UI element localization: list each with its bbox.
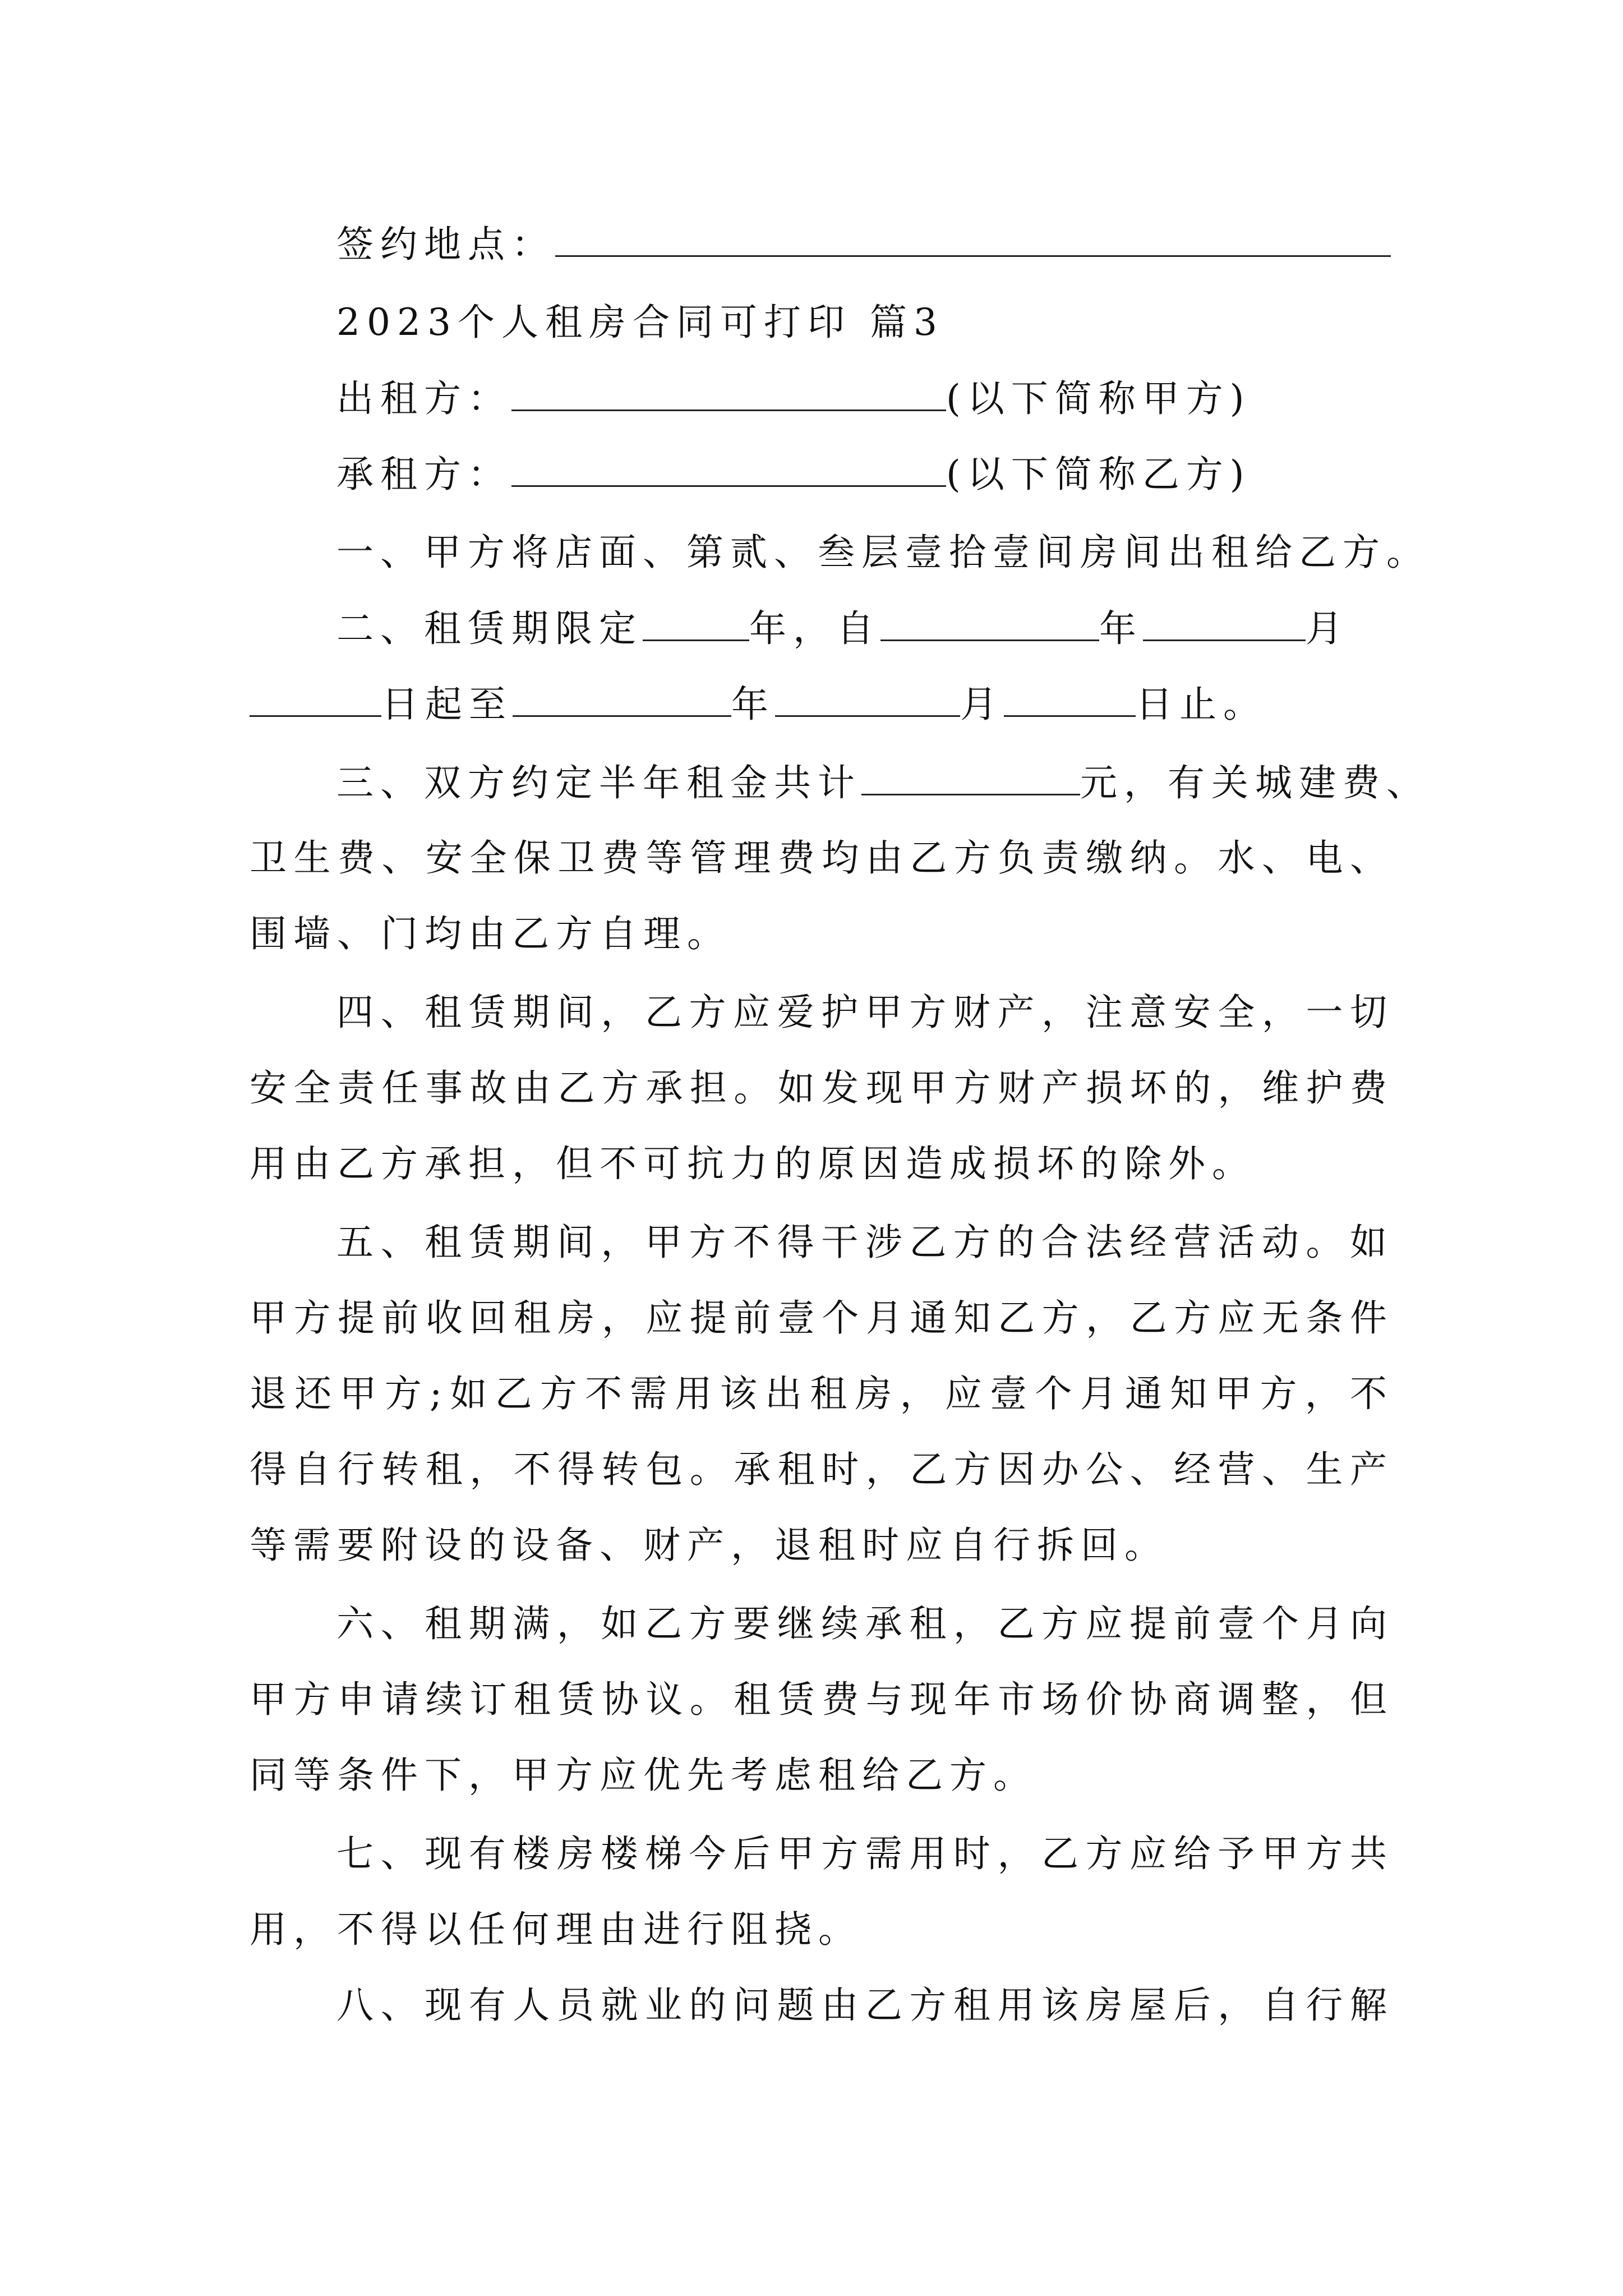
clause-1: 一、甲方将店面、第贰、叁层壹拾壹间房间出租给乙方。	[336, 531, 1430, 574]
section-title: 2023个人租房合同可打印 篇3	[336, 301, 944, 344]
clause-8-line-1: 八、现有人员就业的问题由乙方租用该房屋后，自行解	[336, 1984, 1394, 2027]
clause-2-line-2	[250, 682, 1394, 727]
clause-7-line-1: 七、现有楼房楼梯今后甲方需用时，乙方应给予甲方共	[336, 1832, 1394, 1875]
clause-3-line-3: 围墙、门均由乙方自理。	[250, 912, 731, 955]
lessor-suffix: (以下简称甲方)	[946, 377, 1251, 420]
clause-2-text-2: 年，自	[749, 607, 880, 650]
start-year-blank	[880, 606, 1099, 641]
clause-2-text-1: 二、租赁期限定	[336, 607, 643, 650]
clause-5-line-2: 甲方提前收回租房，应提前壹个月通知乙方，乙方应无条件	[250, 1296, 1394, 1340]
start-month-blank	[1143, 606, 1306, 641]
clause-3-text-1: 三、双方约定半年租金共计	[336, 761, 861, 804]
clause-2-text-8: 日止。	[1136, 683, 1267, 726]
clause-6-line-3: 同等条件下，甲方应优先考虑租给乙方。	[250, 1754, 1037, 1797]
sign-place-line	[336, 222, 1394, 267]
clause-5-line-3: 退还甲方;如乙方不需用该出租房，应壹个月通知甲方，不	[250, 1372, 1394, 1415]
clause-2-text-6: 年	[731, 683, 775, 726]
lessee-blank	[511, 452, 946, 487]
clause-4-line-3: 用由乙方承担，但不可抗力的原因造成损坏的除外。	[250, 1142, 1256, 1185]
clause-2-line-1	[336, 606, 1394, 651]
lessor-line	[336, 376, 1394, 421]
lessee-suffix: (以下简称乙方)	[946, 453, 1251, 496]
clause-3-line-2: 卫生费、安全保卫费等管理费均由乙方负责缴纳。水、电、	[250, 836, 1394, 880]
lessee-line	[336, 452, 1394, 497]
clause-2-text-3: 年	[1099, 607, 1143, 650]
clause-4-line-2: 安全责任事故由乙方承担。如发现甲方财产损坏的，维护费	[250, 1066, 1394, 1110]
clause-7-line-2: 用，不得以任何理由进行阻挠。	[250, 1908, 862, 1951]
clause-2-text-7: 月	[960, 683, 1004, 726]
clause-4-line-1: 四、租赁期间，乙方应爱护甲方财产，注意安全，一切	[336, 991, 1394, 1034]
clause-6-line-1: 六、租期满，如乙方要继续承租，乙方应提前壹个月向	[336, 1602, 1394, 1645]
lessee-label: 承租方：	[336, 453, 511, 496]
lessor-blank	[511, 376, 946, 411]
clause-5-line-1: 五、租赁期间，甲方不得干涉乙方的合法经营活动。如	[336, 1221, 1394, 1264]
clause-5-line-5: 等需要附设的设备、财产，退租时应自行拆回。	[250, 1524, 1168, 1567]
end-year-blank	[513, 682, 731, 717]
clause-2-text-4: 月	[1306, 607, 1349, 650]
term-years-blank	[643, 606, 749, 641]
clause-2-text-5: 日起至	[381, 683, 513, 726]
sign-place-blank	[555, 222, 1391, 257]
clause-6-line-2: 甲方申请续订租赁协议。租赁费与现年市场价协商调整，但	[250, 1678, 1394, 1721]
lessor-label: 出租方：	[336, 377, 511, 420]
clause-5-line-4: 得自行转租，不得转包。承租时，乙方因办公、经营、生产	[250, 1448, 1394, 1491]
clause-3-line-1	[336, 760, 1430, 806]
sign-place-label: 签约地点：	[336, 223, 555, 266]
start-day-blank	[250, 682, 381, 717]
end-day-blank	[1004, 682, 1136, 717]
rent-amount-blank	[861, 760, 1080, 795]
clause-3-text-2: 元，有关城建费、	[1080, 761, 1430, 804]
end-month-blank	[775, 682, 960, 717]
